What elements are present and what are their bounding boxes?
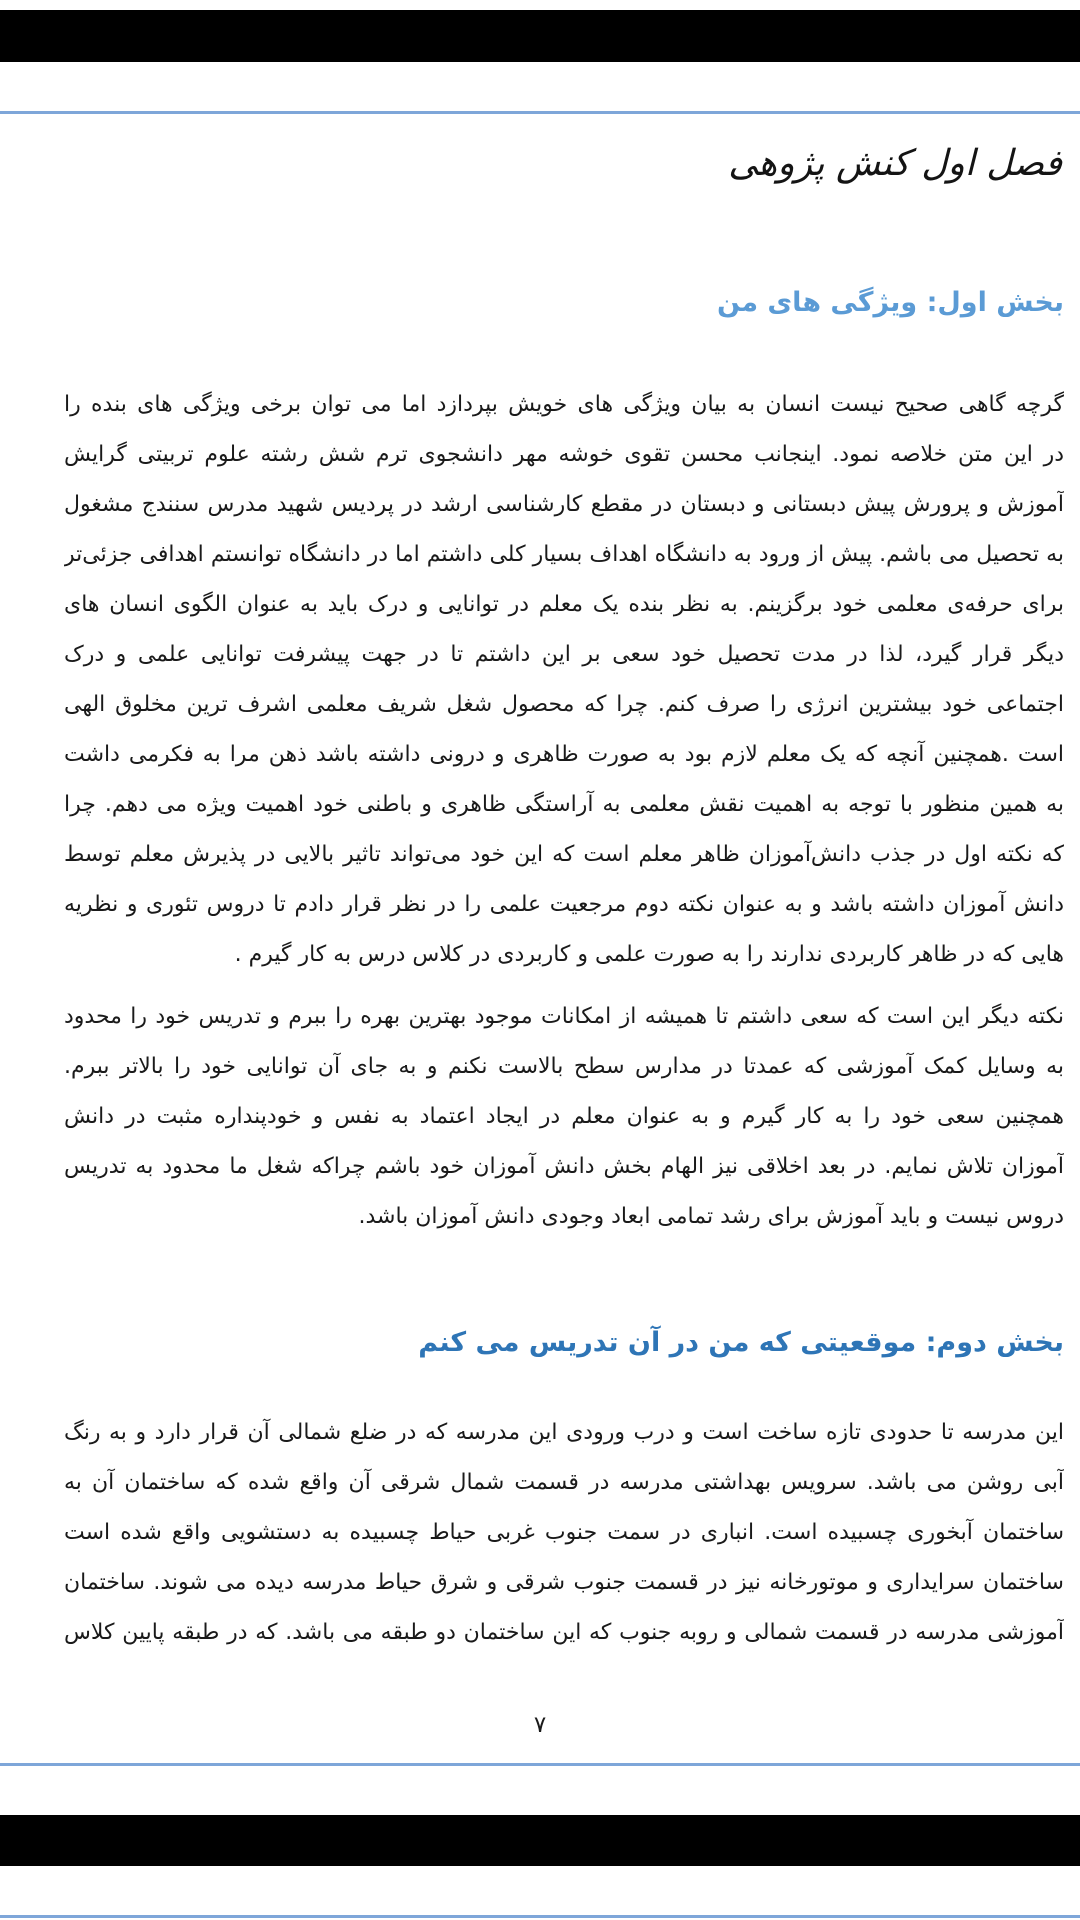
text-line: آموزش و پرورش پیش دبستانی و دبستان در مقطع کارشناسی ارشد در پردیس شهید مدرس سنندج مشغول [64, 492, 1064, 517]
text-line: همچنین سعی خود را به کار گیرم و به عنوان معلم در ایجاد اعتماد به نفس و خودپنداره مثبت در دانش [64, 1104, 1064, 1129]
section-1-paragraph-1 [64, 380, 1064, 980]
chapter-title-calligraphy: فصل اول کنش پژوهی [728, 143, 1062, 184]
text-line: نکته دیگر این است که سعی داشتم تا همیشه از امکانات موجود بهترین بهره را ببرم و تدریس خود را محدود [64, 1004, 1064, 1029]
footer-divider-rule [0, 1763, 1080, 1766]
bottom-edge-rule [0, 1915, 1080, 1918]
text-line: این مدرسه تا حدودی تازه ساخت است و درب ورودی این مدرسه که در ضلع شمالی آن قرار دارد و به رنگ [64, 1420, 1064, 1445]
text-line: در این متن خلاصه نمود. اینجانب محسن تقوی خوشه مهر دانشجوی ترم شش رشته علوم تربیتی گرایش [64, 442, 1064, 467]
header-divider-rule [0, 111, 1080, 114]
text-line: به تحصیل می باشم. پیش از ورود به دانشگاه اهداف بسیار کلی داشتم اما در دانشگاه توانستم اهدافی جزئی‌تر [64, 542, 1064, 567]
text-line: آموزشی مدرسه در قسمت شمالی و روبه جنوب که این ساختمان دو طبقه می باشد. که در طبقه پایین کلاس [64, 1620, 1064, 1645]
text-line: دیگر قرار گیرد، لذا در مدت تحصیل خود سعی بر این داشتم تا در جهت پیشرفت توانایی علمی و درک [64, 642, 1064, 667]
section-2-paragraph-1 [64, 1408, 1064, 1658]
section-2-heading: بخش دوم: موقعیتی که من در آن تدریس می کنم [418, 1327, 1064, 1358]
text-line: آبی روشن می باشد. سرویس بهداشتی مدرسه در قسمت شمال شرقی آن واقع شده که ساختمان آن به [64, 1470, 1064, 1495]
text-line: اجتماعی خود بیشترین انرژی را صرف کنم. چرا که محصول شغل شریف معلمی اشرف ترین مخلوق الهی [64, 692, 1064, 717]
text-line: به همین منظور با توجه به اهمیت نقش معلمی به آراستگی ظاهری و باطنی خود اهمیت ویژه می دهم. چرا [64, 792, 1064, 817]
redaction-bar-bottom [0, 1815, 1080, 1866]
text-line: برای حرفه‌ی معلمی خود برگزینم. به نظر بنده یک معلم در توانایی و درک باید به عنوان الگوی انسان های [64, 592, 1064, 617]
text-line: گرچه گاهی صحیح نیست انسان به بیان ویژگی های خویش بپردازد اما می توان برخی ویژگی های بنده را [64, 392, 1064, 417]
text-line: است .همچنین آنچه که یک معلم لازم بود به صورت ظاهری و درونی داشته باشد ذهن مرا به فکرمی داشت [64, 742, 1064, 767]
section-1-heading: بخش اول: ویژگی های من [717, 287, 1064, 318]
text-line: آموزان تلاش نمایم. در بعد اخلاقی نیز الهام بخش دانش آموزان خود باشم چراکه شغل ما محدود به تدریس [64, 1154, 1064, 1179]
text-line: دانش آموزان داشته باشد و به عنوان نکته دوم مرجعیت علمی را در نظر قرار دادم تا دروس تئوری و نظریه [64, 892, 1064, 917]
text-line: به وسایل کمک آموزشی که عمدتا در مدارس سطح بالاست نکنم و به جای آن توانایی خود را بالاتر ببرم. [64, 1054, 1064, 1079]
text-line: که نکته اول در جذب دانش‌آموزان ظاهر معلم است که این خود می‌تواند تاثیر بالایی در پذیرش معلم توسط [64, 842, 1064, 867]
section-1-paragraph-2 [64, 992, 1064, 1242]
page-number: ۷ [533, 1712, 547, 1738]
redaction-bar-top [0, 10, 1080, 62]
text-line: ساختمان آبخوری چسبیده است. انباری در سمت جنوب غربی حیاط چسبیده به دستشویی واقع شده است [64, 1520, 1064, 1545]
text-line: ساختمان سرایداری و موتورخانه نیز در قسمت جنوب شرقی و شرق حیاط مدرسه دیده می شوند. ساختمان [64, 1570, 1064, 1595]
text-line: دروس نیست و باید آموزش برای رشد تمامی ابعاد وجودی دانش آموزان باشد. [358, 1204, 1064, 1229]
text-line: هایی که در ظاهر کاربردی ندارند را به صورت علمی و کاربردی در کلاس درس به کار گیرم . [234, 942, 1064, 967]
